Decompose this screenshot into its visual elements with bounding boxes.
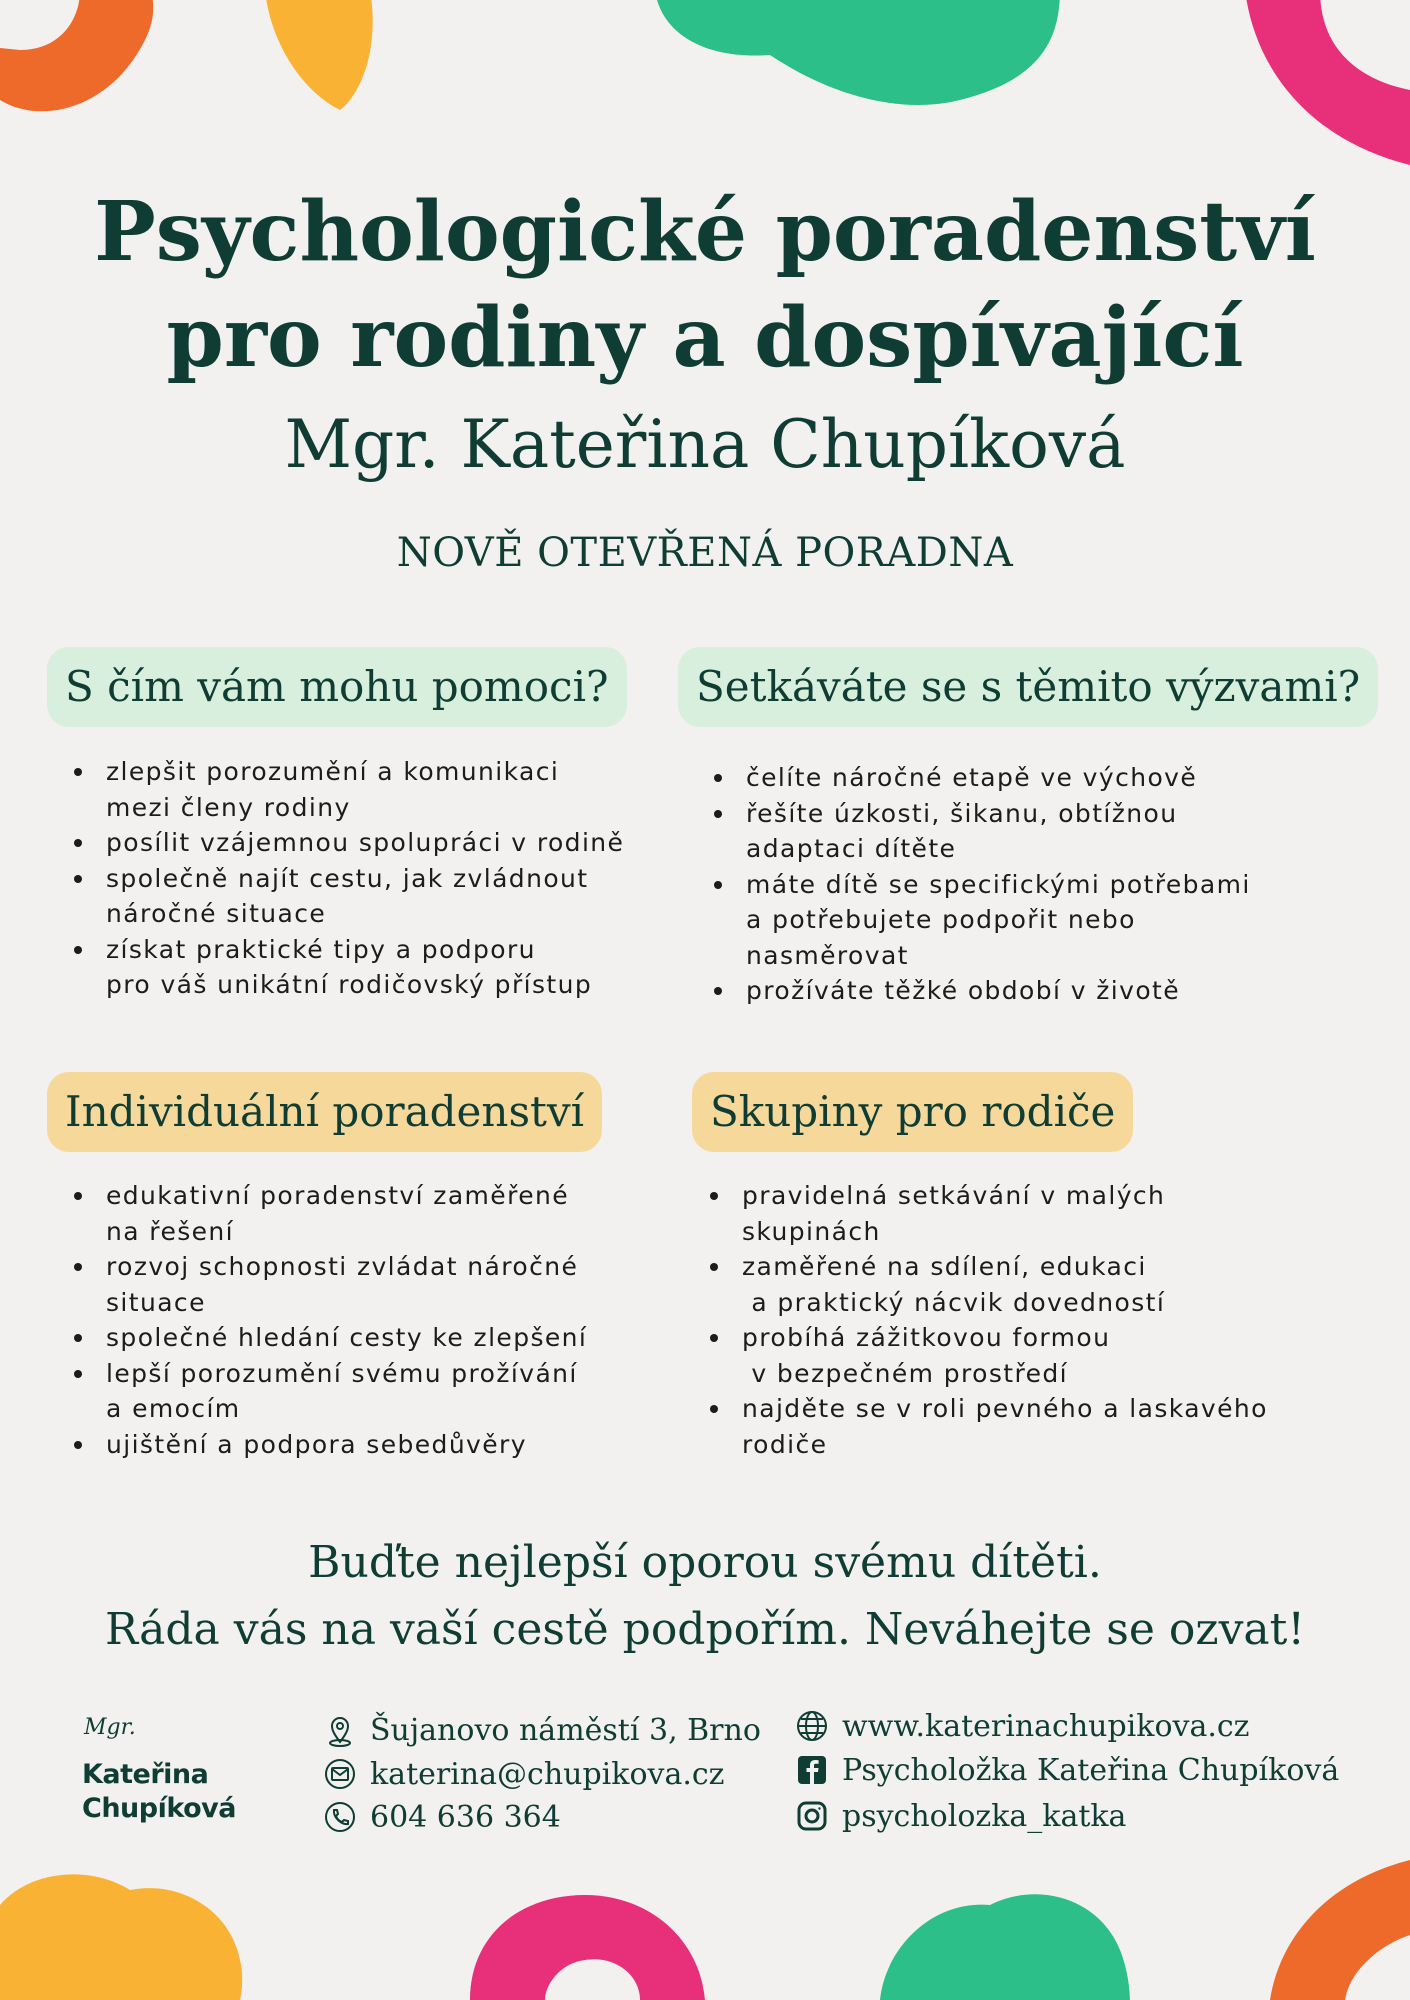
list-item-line: prožíváte těžké období v životě <box>746 976 1181 1005</box>
list-item <box>712 796 1251 867</box>
list-item-line: rozvoj schopnosti zvládat náročné <box>106 1252 579 1281</box>
list-item <box>72 1356 587 1427</box>
list-item-line: a emocím <box>106 1394 241 1423</box>
list-item-line: probíhá zážitkovou formou <box>742 1323 1111 1352</box>
title-line-2: pro rodiny a dospívající <box>166 290 1244 386</box>
green-blob-shape <box>655 0 1060 105</box>
list-item-line: získat praktické tipy a podporu <box>106 934 536 964</box>
logo <box>80 1715 280 1835</box>
logo-mgr: Mgr. <box>84 1715 136 1740</box>
list-item-line: lepší porozumění svému prožívání <box>106 1358 578 1388</box>
list-item-line: náročné situace <box>106 899 327 928</box>
list-item-line: máte dítě se specifickými potřebami <box>746 869 1251 899</box>
list-item-line: společné hledání cesty ke zlepšení <box>106 1323 588 1352</box>
contact-facebook[interactable] <box>794 1750 1339 1790</box>
list-item-line: najděte se v roli pevného a laskavého <box>742 1394 1268 1423</box>
list-item-line: posílit vzájemnou spolupráci v rodině <box>106 828 625 857</box>
phone-text[interactable]: 604 636 364 <box>370 1799 561 1835</box>
counselor-name: Mgr. Kateřina Chupíková <box>284 406 1126 483</box>
list-item-line: pro váš unikátní rodičovský přístup <box>106 970 593 999</box>
email-text[interactable]: katerina@chupikova.cz <box>370 1756 725 1792</box>
heading-challenges: Setkáváte se s těmito výzvami? <box>678 647 1378 727</box>
groups-list <box>708 1178 1268 1462</box>
list-item-line: nasměrovat <box>746 940 909 970</box>
list-item <box>708 1320 1268 1391</box>
list-item-line: a potřebujete podpořit nebo <box>746 905 1136 934</box>
list-item-line: čelíte náročné etapě ve výchově <box>746 763 1198 792</box>
list-item-line: pravidelná setkávání v malých <box>742 1181 1166 1210</box>
pink-spiral-shape <box>470 1895 705 2000</box>
list-item-line: v bezpečném prostředí <box>742 1358 1069 1388</box>
list-item-line: skupinách <box>742 1216 881 1246</box>
instagram-icon <box>794 1798 830 1834</box>
heading-groups: Skupiny pro rodiče <box>692 1072 1133 1152</box>
closing-line-1: Buďte nejlepší oporou svému dítěti. <box>308 1537 1102 1588</box>
help-list <box>72 754 624 1003</box>
list-item <box>712 973 1251 1009</box>
list-item <box>72 825 624 861</box>
list-item-line: a praktický nácvik dovedností <box>742 1287 1166 1317</box>
globe-icon <box>794 1708 830 1744</box>
list-item-line: zaměřené na sdílení, edukaci <box>742 1252 1147 1281</box>
contact-phone[interactable] <box>322 1797 561 1837</box>
closing-line-2: Ráda vás na vaší cestě podpořím. Neváhejte se ozvat! <box>104 1604 1306 1655</box>
list-item <box>708 1178 1268 1249</box>
list-item <box>708 1391 1268 1462</box>
logo-line-2: Chupíková <box>82 1793 236 1824</box>
location-pin-icon <box>322 1712 358 1748</box>
logo-line-1: Kateřina <box>82 1759 209 1790</box>
list-item <box>72 1249 587 1320</box>
list-item <box>712 760 1251 796</box>
instagram-text[interactable]: psycholozka_katka <box>842 1798 1127 1834</box>
list-item <box>72 1427 587 1463</box>
list-item <box>72 932 624 1003</box>
list-item <box>72 1178 587 1249</box>
facebook-text[interactable]: Psycholožka Kateřina Chupíková <box>842 1752 1340 1788</box>
contact-instagram[interactable] <box>794 1796 1126 1836</box>
list-item <box>708 1249 1268 1320</box>
list-item-line: rodiče <box>742 1429 828 1459</box>
list-item-line: ujištění a podpora sebedůvěry <box>106 1429 527 1459</box>
list-item-line: adaptaci dítěte <box>746 834 957 863</box>
pink-ring-shape <box>1245 0 1410 165</box>
list-item-line: situace <box>106 1287 206 1317</box>
list-item-line: řešíte úzkosti, šikanu, obtížnou <box>746 798 1178 828</box>
mail-icon <box>322 1756 358 1792</box>
web-text[interactable]: www.katerinachupikova.cz <box>842 1708 1250 1744</box>
phone-icon <box>322 1799 358 1835</box>
green-bottom-blob-shape <box>880 1894 1130 2000</box>
list-item-line: na řešení <box>106 1216 235 1246</box>
list-item-line: zlepšit porozumění a komunikaci <box>106 757 560 786</box>
list-item-line: společně najít cestu, jak zvládnout <box>106 863 589 893</box>
contact-web[interactable] <box>794 1706 1250 1746</box>
individual-list <box>72 1178 587 1462</box>
yellow-leaf-shape <box>265 0 373 110</box>
address-text: Šujanovo náměstí 3, Brno <box>370 1712 761 1748</box>
yellow-blob-shape <box>0 1874 242 2000</box>
contact-email[interactable] <box>322 1754 724 1794</box>
facebook-icon <box>794 1752 830 1788</box>
orange-ring-shape <box>0 0 153 111</box>
list-item-line: mezi členy rodiny <box>106 792 351 822</box>
list-item <box>72 1320 587 1356</box>
contact-address <box>322 1710 761 1750</box>
list-item <box>72 754 624 825</box>
list-item <box>712 867 1251 974</box>
list-item <box>72 861 624 932</box>
list-item-line: edukativní poradenství zaměřené <box>106 1181 570 1210</box>
heading-help: S čím vám mohu pomoci? <box>47 647 627 727</box>
challenges-list <box>712 760 1251 1009</box>
heading-individual: Individuální poradenství <box>47 1072 602 1152</box>
orange-bottom-ring-shape <box>1270 1860 1410 2000</box>
title-line-1: Psychologické poradenství <box>94 184 1316 280</box>
tagline: NOVĚ OTEVŘENÁ PORADNA <box>396 530 1014 576</box>
